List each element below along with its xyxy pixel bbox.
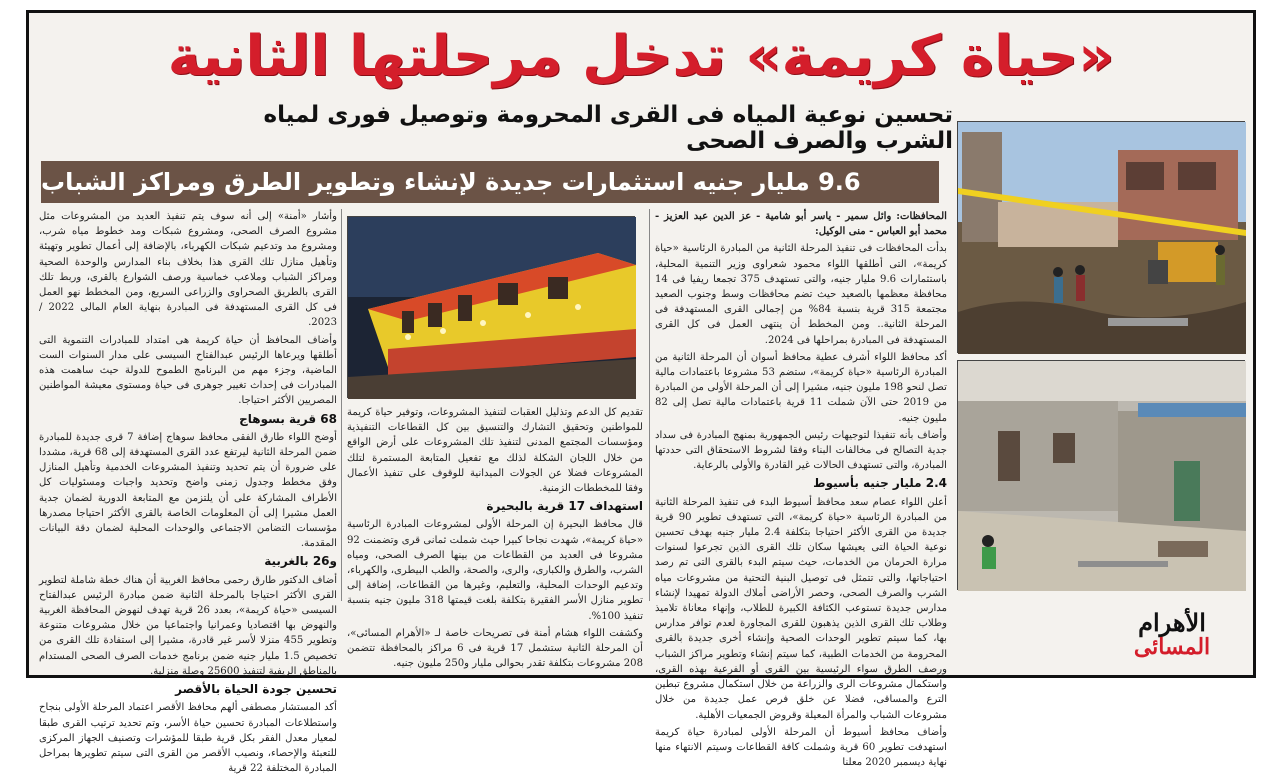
left-paragraph-2: وأضاف المحافظ أن حياة كريمة هى امتداد للمبادرات التنموية التى أطلقها ويرعاها الرئيس عبدالفتاح السيسى على مدار السنوات الست الماضية، وجزء مهم من البرنامج الطموح للدولة حيث ساهمت هذه المبادرات فى إحداث تغيير جوهرى فى حياة ومستوى معيشة المواطنين المصريين الأكثر احتياجا.: [39, 334, 337, 407]
right-paragraph-5: وأضاف محافظ أسيوط أن المرحلة الأولى لمبادرة حياة كريمة استهدفت تطوير 60 قرية وشملت كافة القطاعات وسيتم الانتهاء منها نهاية ديسمبر 2020 معلنا: [655, 726, 947, 769]
subheadline: تحسين نوعية المياه فى القرى المحرومة وتوصيل فورى لمياه الشرب والصرف الصحى: [263, 102, 953, 154]
section-heading-gharbia: و26 بالغربية: [264, 554, 337, 569]
section-heading-beheira: استهداف 17 قرية بالبحيرة: [486, 499, 643, 514]
logo-text-top: الأهرام: [1138, 608, 1206, 637]
newspaper-logo: [1103, 605, 1241, 665]
column-divider-1: [341, 209, 342, 601]
right-paragraph-4: أعلن اللواء عصام سعد محافظ أسيوط البدء فى تنفيذ المرحلة الثانية من المبادرة الرئاسية «حياة كريمة»، التى تستهدف تطوير 90 قرية جديدة من القرى الأكثر احتياجا بتكلفة 2.4 مليار جنيه بهدف تحسين نوعية الحياة التى يعيشها سكان تلك القرى الذين تجرعوا لسنوات مرارة الحرمان من الخدمات، حيث سيتم البدء بالقرى التى تم رصد احتياجاتها، والتى تتمثل فى توصيل البنية التحتية من مشروعات مياه الشرب والصرف الصحى، وحصر الأراضى أملاك الدولة تمهيدا لإنشاء مدارس جديدة تستوعب الكثافة الكبيرة للطلاب، وإنهاء معاناة تلاميذ وطلاب تلك القرى الذين يذهبون للقرى المجاورة لعدم توافر مدارس بها، كما سيتم تطوير الوحدات الصحية وإنشاء أخرى جديدة بالقرى المحرومة من الخدمات الطبية، كما سيتم إنشاء وتطوير مراكز الشباب ورصف الطرق سواء الرئيسية بين القرى أو الفرعية بهذه القرى، واستكمال مشروعات الرى والزراعة من خلال استكمال مشروع تبطين الترع والمساقى، فضلا عن خلق فرص عمل جديدة من خلال مشروعات الشباب والمرأة المعيلة وقروض الجمعيات الأهلية.: [655, 496, 947, 721]
middle-paragraph-1: تقديم كل الدعم وتذليل العقبات لتنفيذ المشروعات، وتوفير حياة كريمة للمواطنين وتحقيق التشارك والتنسيق بين كل القطاعات التنفيذية ومؤسسات المجتمع المدنى لتنفيذ تلك المشروعات على أرض الواقع من خلال اللجان الشكلة لذلك مع تفعيل المتابعة المستمرة لتلك المشروعات فضلا عن الجولات الميدانية للوقوف على تنفيذ الأعمال وفقا للمخططات الزمنية.: [347, 407, 643, 495]
yellow-houses-image: [348, 217, 636, 399]
article-column-middle: [347, 405, 643, 670]
right-paragraph-1: بدأت المحافظات فى تنفيذ المرحلة الثانية من المبادرة الرئاسية «حياة كريمة»، التى أطلقها اللواء محمود شعراوى وزير التنمية المحلية، باستثمارات 9.6 مليار جنيه، والتى تستهدف 375 تجمعا ريفيا فى 14 محافظة معظمها بالصعيد حيث تضم محافظات وسط وجنوب الصعيد مجتمعة 315 قرية بنسبة 84% من إجمالى القرى المستهدفة فى المرحلة الثانية.. ومن المخطط أن ينتهى العمل فى كل القرى المستهدفة فى المبادرة بمراحلها فى 2024.: [655, 243, 947, 346]
headline: «حياة كريمة» تدخل مرحلتها الثانية: [167, 23, 1115, 89]
article-column-right: [655, 209, 947, 769]
middle-paragraph-2: قال محافظ البحيرة إن المرحلة الأولى لمشروعات المبادرة الرئاسية «حياة كريمة»، شهدت نجاحا كبيرا حيث شملت ثمانى قرى وتضمنت 92 مشروعا فى العديد من القطاعات من بينها الصرف الصحى، ومياه الشرب، والطرق والكبارى، والرى، والصحة، والطب البيطرى، والكهرباء، وتدعيم الوحدات المحلية، والتعليم، وغيرها من القطاعات، إضافة إلى تطوير منازل الأسر الفقيرة بتكلفة بلغت قيمتها 318 مليون جنيه بنسبة تنفيذ 100%.: [347, 519, 643, 622]
column-divider-2: [649, 209, 650, 601]
byline: المحافظات: وائل سمير - ياسر أبو شامية - عز الدين عبد العزيز - محمد أبو العباس - منى الوكيل:: [655, 211, 947, 238]
newspaper-page: [26, 10, 1256, 775]
brick-houses-image: [958, 361, 1246, 591]
left-paragraph-1: وأشار «أمنة» إلى أنه سوف يتم تنفيذ العديد من المشروعات مثل مشروع الصرف الصحى، ومشروع شبكات ومد خطوط مياه شرب، ومشروع مد وتدعيم شبكات الكهرباء، بالإضافة إلى أعمال تطوير وتهيئة وتأهيل منازل تلك القرى هذا بخلاف بناء المدارس والوحدة الصحية ومراكز الشباب وملاعب خماسية ورصف الشوارع بالقرى، وربط تلك القرى بالطريق الصحراوى والزراعى السريع، ومن المخطط نهو العمل فى كل القرى المستهدفة فى المبادرة بنهاية العام المالى 2022 / 2023.: [39, 211, 337, 329]
headline-banner: 9.6 مليار جنيه استثمارات جديدة لإنشاء وتطوير الطرق ومراكز الشباب: [41, 161, 939, 203]
logo-text-bottom: المسائى: [1133, 634, 1211, 660]
section-heading-luxor: تحسين جودة الحياة بالأقصر: [175, 682, 337, 697]
construction-scene-image: [958, 122, 1246, 354]
section-heading-assiut: 2.4 مليار جنيه بأسيوط: [813, 476, 947, 491]
renovated-houses-photo: [347, 216, 635, 398]
right-paragraph-2: أكد محافظ اللواء أشرف عطية محافظ أسوان أن المرحلة الثانية من المبادرة الرئاسية «حياة كريمة»، ستضم 53 مشروعا باعتمادات مالية تصل لنحو 198 مليون جنيه، مشيرا إلى أن المرحلة الأولى من المبادرة من 2019 حتى الآن شملت 11 قرية باعتمادات مالية تصل إلى 82 مليون جنيه.: [655, 351, 947, 424]
article-column-left: [39, 209, 338, 775]
right-paragraph-3: وأضاف بأنه تنفيذا لتوجيهات رئيس الجمهورية بمنهج المبادرة فى سداد جدية التصالح فى مخالفات البناء وفقا لشروط الاستحقاق التى حددتها المبادرة، والتى تستهدف الحالات غير القادرة والأولى بالرعاية.: [655, 429, 947, 472]
houses-photo-bottom: [957, 360, 1245, 590]
construction-photo-top: [957, 121, 1245, 353]
left-paragraph-3: أوضح اللواء طارق الفقى محافظ سوهاج إضافة 7 قرى جديدة للمبادرة ضمن المرحلة الثانية ليرتفع عدد القرى المستهدفة إلى 68 قرية، مشددا على ضرورة أن يتم تحديد وتنفيذ المشروعات الخدمية وتأهيل المنازل وفق مخطط وجدول زمنى واضح وتحديد واجبات ومسئوليات كل الأطراف المشاركة على أن يلتزمن مع المتابعة الدورية لضمان جدية العمل مشيرا إلى أن المعلومات الخاصة بالقرى الأكثر احتياجا مصدرها مؤسسات التضامن الاجتماعى والوحدات المحلية لضمان دقة البيانات المقدمة.: [39, 431, 337, 550]
left-paragraph-4: أضاف الدكتور طارق رحمى محافظ الغربية أن هناك خطة شاملة لتطوير القرى الأكثر احتياجا بالمرحلة الثانية ضمن مبادرة الرئيس عبدالفتاح السيسى «حياة كريمة»، بعدد 26 قرية تهدف لنهوض المحافظة الغربية والنهوض بها اقتصاديا وعمرانيا واجتماعيا من خلال مشروعات متنوعة وتطوير 455 منزلا لأسر غير قادرة، مشيرا إلى استفادة تلك القرى من تخصيص 1.5 مليار جنيه ضمن برنامج خدمات الصرف الصحى المستدام بالمناطق الريفية لتنفيذ 25600 وصلة منزلية.: [39, 574, 338, 677]
middle-paragraph-3: وكشفت اللواء هشام أمنة فى تصريحات خاصة لـ «الأهرام المسائى»، أن المرحلة الثانية ستشمل 17 قرية فى 6 مراكز بالمحافظة تتضمن 208 مشروعات بتكلفة تقدر بحوالى مليار و250 مليون جنيه.: [347, 627, 643, 670]
section-heading-sohag: 68 قرية بسوهاج: [239, 411, 337, 426]
left-paragraph-5: أكد المستشار مصطفى ألهم محافظ الأقصر اعتماد المرحلة الأولى بنجاح واستطلاعات المبادرة تحسين حياة الأسر، وتم تحديد ترتيب القرى طبقا لمعيار معدل الفقر بكل قرية طبقا للمؤشرات وتصنيف الجهاز المركزى للتعبئة والإحصاء، ونصيب الأقصر من القرى التى سيتم تطويرها بمراحل المبادرة المختلفة 22 قرية: [39, 702, 337, 775]
